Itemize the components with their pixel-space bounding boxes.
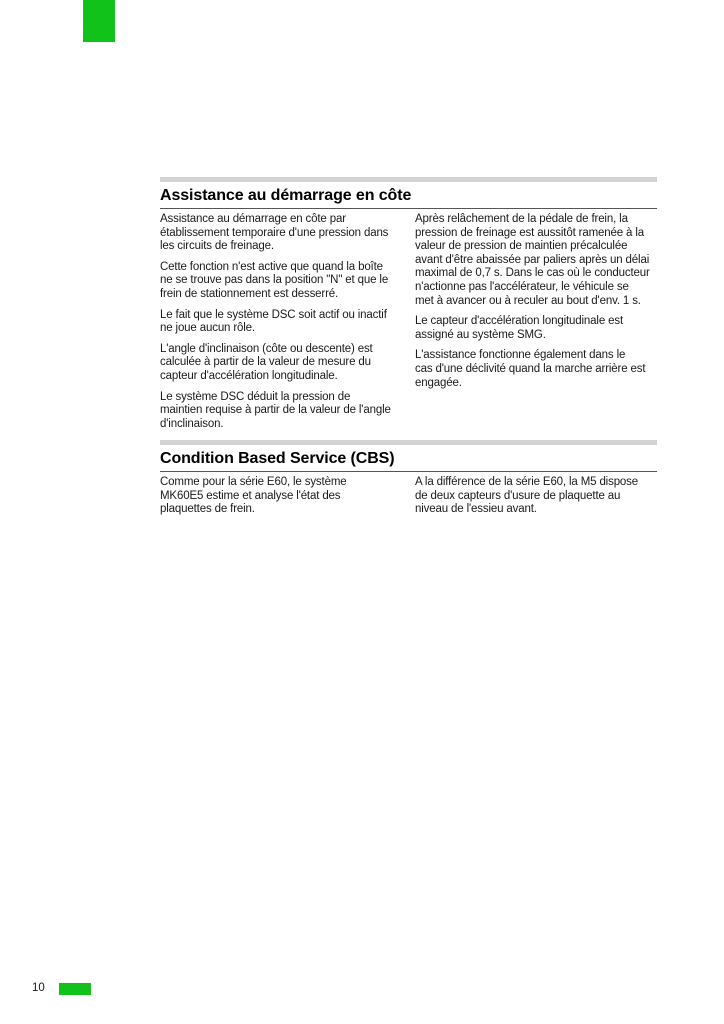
- paragraph: L'angle d'inclinaison (côte ou descente) est calculée à partir de la valeur de mesure du capteur d'accélération longitudinale.: [160, 342, 373, 382]
- right-column: [415, 476, 657, 524]
- section-hill-start-assist: [160, 177, 657, 438]
- section-rule: [160, 440, 657, 445]
- text-columns: [160, 213, 657, 438]
- paragraph: Le fait que le système DSC soit actif ou inactif ne joue aucun rôle.: [160, 308, 387, 335]
- paragraph: A la différence de la série E60, la M5 dispose de deux capteurs d'usure de plaquette au niveau de l'essieu avant.: [415, 476, 639, 516]
- paragraph: Assistance au démarrage en côte par établissement temporaire d'une pression dans les circuits de freinage.: [160, 213, 389, 253]
- page-number: 10: [32, 982, 45, 994]
- section-title: Assistance au démarrage en côte: [160, 187, 412, 204]
- top-green-tab: [83, 0, 115, 42]
- section-title: Condition Based Service (CBS): [160, 450, 395, 467]
- paragraph: Cette fonction n'est active que quand la boîte ne se trouve pas dans la position "N" et que le frein de stationnement est desserré.: [160, 260, 389, 300]
- paragraph: Après relâchement de la pédale de frein, la pression de freinage est aussitôt ramenée à la valeur de pression de maintien précalculée avant d'être abaissée par paliers après un délai maximal de 0,7 s. Dans le cas où le conducteur n'actionne pas l'accélérateur, le véhicule se met à avancer ou à reculer au bout d'env. 1 s.: [415, 213, 650, 307]
- left-column: [160, 213, 402, 438]
- text-columns: [160, 476, 657, 524]
- paragraph: Le capteur d'accélération longitudinale est assigné au système SMG.: [415, 315, 624, 341]
- bottom-green-tab: [59, 983, 91, 995]
- right-column: [415, 213, 657, 438]
- title-underline: [160, 471, 657, 472]
- paragraph: L'assistance fonctionne également dans le cas d'une déclivité quand la marche arrière est engagée.: [415, 349, 646, 389]
- left-column: [160, 476, 402, 524]
- paragraph: Le système DSC déduit la pression de maintien requise à partir de la valeur de l'angle d'inclinaison.: [160, 390, 391, 430]
- title-underline: [160, 208, 657, 209]
- section-rule: [160, 177, 657, 182]
- paragraph: Comme pour la série E60, le système MK60E5 estime et analyse l'état des plaquettes de frein.: [160, 476, 347, 516]
- section-condition-based-service: [160, 440, 657, 524]
